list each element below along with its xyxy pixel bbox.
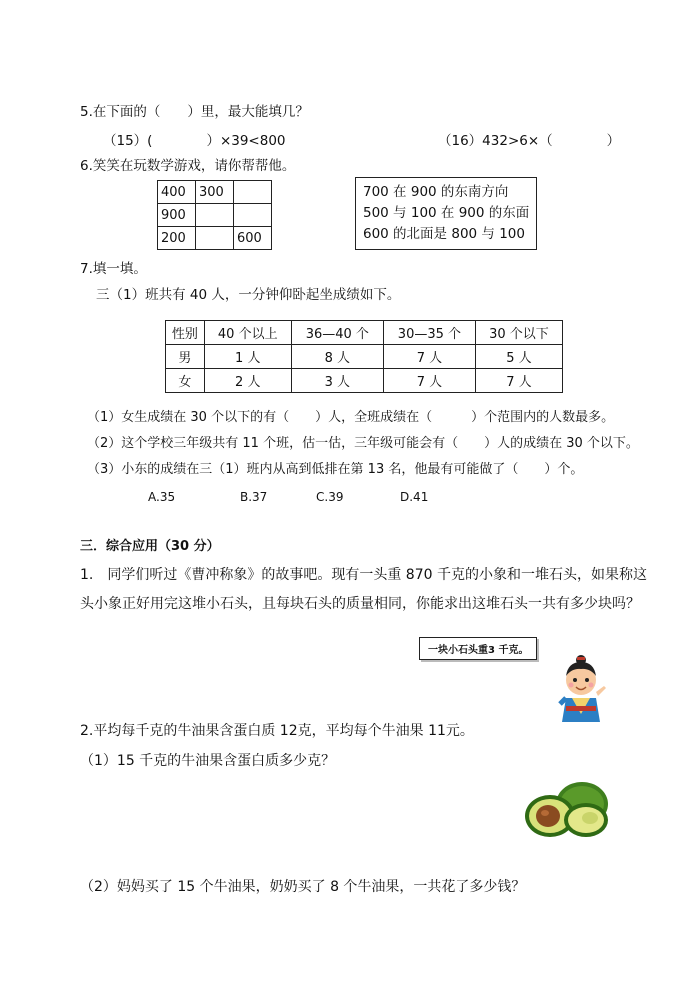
clue-box [355,177,537,250]
table-header: 性别 [166,321,205,345]
table-header: 30 个以下 [475,321,562,345]
table-header: 36—40 个 [291,321,383,345]
table-cell: 男 [166,345,205,369]
q5-title: 5.在下面的（ ）里，最大能填几？ [80,104,309,120]
table-header: 40 个以上 [204,321,291,345]
table-cell: 女 [166,369,205,393]
p1-line2: 头小象正好用完这堆小石头，且每块石头的质量相同，你能求出这堆石头一共有多少块吗？ [80,596,640,612]
table-cell: 7 人 [383,369,475,393]
table-cell: 1 人 [204,345,291,369]
number-grid [157,180,272,250]
table-row [166,345,563,369]
table-cell: 7 人 [383,345,475,369]
p2-sub1: （1）15 千克的牛油果含蛋白质多少克？ [80,753,336,769]
option-b: B.37 [240,490,268,504]
q7-sub3: （3）小东的成绩在三（1）班内从高到低排在第 13 名，他最有可能做了（ ）个。 [87,462,584,477]
grid-cell: 600 [234,227,272,250]
option-c: C.39 [316,490,344,504]
option-d: D.41 [400,490,429,504]
grid-cell: 300 [196,181,234,204]
p2-title: 2.平均每千克的牛油果含蛋白质 12克，平均每个牛油果 11元。 [80,723,474,739]
speech-bubble: 一块小石头重3 千克。 [419,637,537,660]
option-a: A.35 [148,490,176,504]
avocado-illustration [520,778,612,840]
grid-cell: 900 [158,204,196,227]
q5-item-16: （16）432>6×（ ） [438,133,621,149]
table-cell: 2 人 [204,369,291,393]
q6-title: 6.笑笑在玩数学游戏，请你帮帮他。 [80,158,296,174]
clue-line: 700 在 900 的东南方向 [363,184,509,200]
grid-cell [234,181,272,204]
table-header-row [166,321,563,345]
q7-sub1: （1）女生成绩在 30 个以下的有（ ）人，全班成绩在（ ）个范围内的人数最多。 [87,410,615,425]
grid-cell [196,227,234,250]
section-3-title: 三．综合应用（30 分） [80,539,220,554]
score-table [165,320,563,393]
p2-sub2: （2）妈妈买了 15 个牛油果，奶奶买了 8 个牛油果，一共花了多少钱？ [80,879,526,895]
table-cell: 7 人 [475,369,562,393]
grid-cell [234,204,272,227]
clue-line: 600 的北面是 800 与 100 [363,226,525,242]
table-cell: 8 人 [291,345,383,369]
cartoon-boy-illustration [552,652,610,724]
q5-item-15: （15）( ）×39<800 [103,133,286,149]
table-cell: 5 人 [475,345,562,369]
table-cell: 3 人 [291,369,383,393]
grid-cell: 400 [158,181,196,204]
grid-cell [196,204,234,227]
p1-line1: 1. 同学们听过《曹冲称象》的故事吧。现有一头重 870 千克的小象和一堆石头，如果称这 [80,567,647,583]
table-header: 30—35 个 [383,321,475,345]
q7-sub2: （2）这个学校三年级共有 11 个班，估一估，三年级可能会有（ ）人的成绩在 30 个以下。 [87,436,639,451]
grid-cell: 200 [158,227,196,250]
table-row [166,369,563,393]
q7-title: 7.填一填。 [80,261,147,277]
q7-intro: 三（1）班共有 40 人，一分钟仰卧起坐成绩如下。 [96,287,401,303]
clue-line: 500 与 100 在 900 的东面 [363,205,530,221]
